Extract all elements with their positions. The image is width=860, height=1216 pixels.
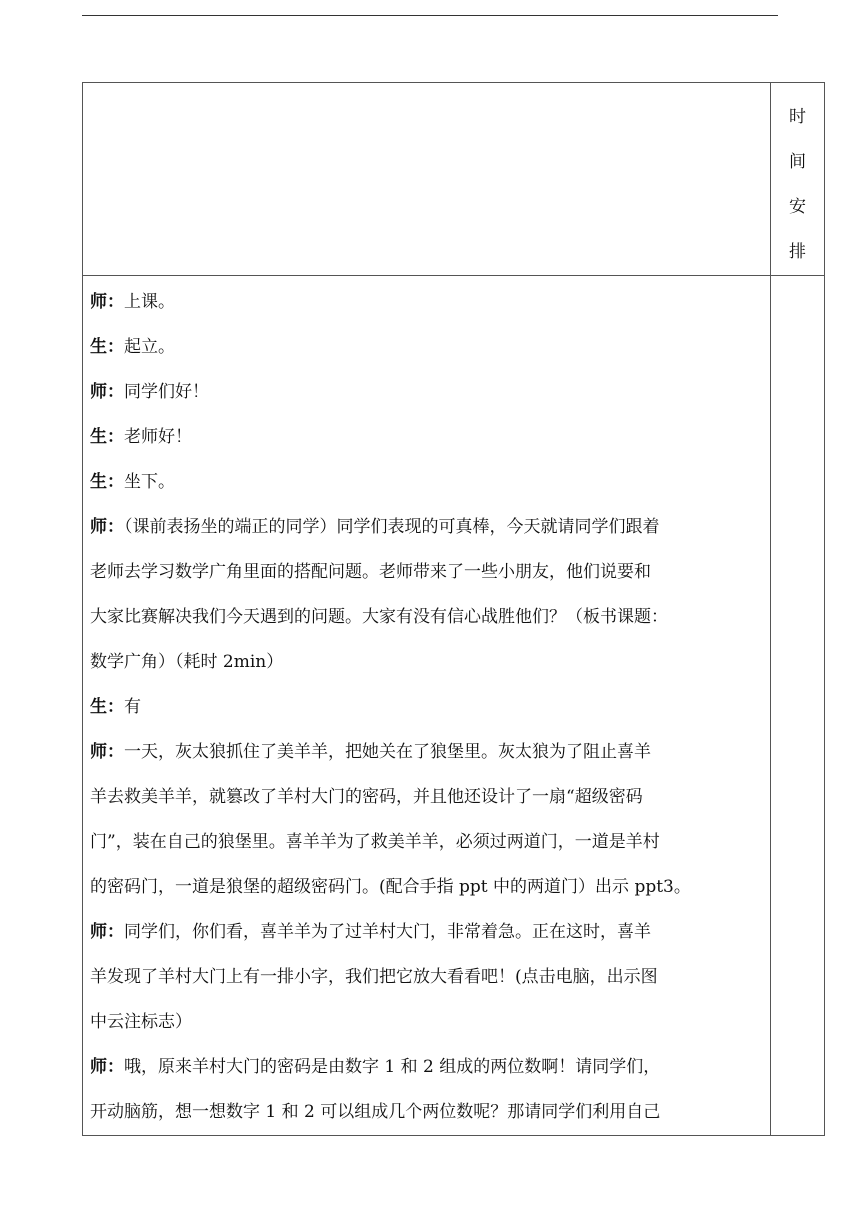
script-text: （课前表扬坐的端正的同学）同学们表现的可真棒，今天就请同学们跟着 — [124, 517, 660, 537]
time-label-char: 间 — [789, 152, 806, 172]
script-line — [90, 550, 764, 595]
script-text: 上课。 — [124, 292, 175, 312]
script-text: 羊发现了羊村大门上有一排小字，我们把它放大看看吧！(点击电脑，出示图 — [90, 967, 658, 987]
script-line — [90, 730, 764, 775]
script-line — [90, 1090, 764, 1135]
script-line — [90, 910, 764, 955]
script-line — [90, 370, 764, 415]
script-text: 老师好！ — [124, 427, 192, 447]
lesson-plan-table — [82, 82, 825, 1136]
script-text: 大家比赛解决我们今天遇到的问题。大家有没有信心战胜他们？（板书课题： — [90, 607, 668, 627]
script-line — [90, 820, 764, 865]
script-line — [90, 685, 764, 730]
script-text: 一天，灰太狼抓住了美羊羊，把她关在了狼堡里。灰太狼为了阻止喜羊 — [124, 742, 651, 762]
speaker-label: 师： — [90, 1057, 124, 1077]
script-line — [90, 505, 764, 550]
time-label-char: 排 — [789, 242, 806, 262]
speaker-label: 生： — [90, 697, 124, 717]
time-arrangement-label — [771, 83, 824, 275]
script-text: 的密码门，一道是狼堡的超级密码门。(配合手指 ppt 中的两道门）出示 ppt3。 — [90, 877, 691, 897]
script-text: 同学们，你们看，喜羊羊为了过羊村大门，非常着急。正在这时，喜羊 — [124, 922, 651, 942]
script-line — [90, 460, 764, 505]
script-line — [90, 1045, 764, 1090]
lesson-script-cell — [83, 276, 771, 1136]
script-line — [90, 1000, 764, 1045]
script-text: 羊去救美羊羊，就篡改了羊村大门的密码，并且他还设计了一扇“超级密码 — [90, 787, 643, 807]
speaker-label: 师： — [90, 742, 124, 762]
speaker-label: 生： — [90, 472, 124, 492]
script-text: 中云注标志） — [90, 1012, 192, 1032]
header-content-cell — [83, 83, 771, 276]
script-line — [90, 955, 764, 1000]
script-line — [90, 775, 764, 820]
time-label-char: 安 — [789, 197, 806, 217]
speaker-label: 师： — [90, 517, 124, 537]
lesson-script — [90, 280, 764, 1135]
script-line — [90, 325, 764, 370]
script-line — [90, 595, 764, 640]
speaker-label: 师： — [90, 292, 124, 312]
time-arrangement-cell — [771, 276, 825, 1136]
speaker-label: 生： — [90, 337, 124, 357]
script-line — [90, 865, 764, 910]
table-body-row — [83, 276, 825, 1136]
speaker-label: 师： — [90, 382, 124, 402]
script-line — [90, 640, 764, 685]
table-header-row — [83, 83, 825, 276]
script-text: 数学广角）（耗时 2min） — [90, 652, 284, 672]
script-text: 坐下。 — [124, 472, 175, 492]
script-text: 起立。 — [124, 337, 175, 357]
time-arrangement-header-cell — [771, 83, 825, 276]
time-label-char: 时 — [789, 107, 806, 127]
script-text: 同学们好！ — [124, 382, 209, 402]
header-rule — [82, 15, 778, 16]
script-text: 老师去学习数学广角里面的搭配问题。老师带来了一些小朋友，他们说要和 — [90, 562, 651, 582]
script-text: 门”，装在自己的狼堡里。喜羊羊为了救美羊羊，必须过两道门，一道是羊村 — [90, 832, 660, 852]
script-line — [90, 280, 764, 325]
script-text: 开动脑筋，想一想数字 1 和 2 可以组成几个两位数呢？那请同学们利用自己 — [90, 1102, 661, 1122]
speaker-label: 生： — [90, 427, 124, 447]
speaker-label: 师： — [90, 922, 124, 942]
script-text: 哦，原来羊村大门的密码是由数字 1 和 2 组成的两位数啊！请同学们， — [124, 1057, 661, 1077]
script-line — [90, 415, 764, 460]
script-text: 有 — [124, 697, 141, 717]
